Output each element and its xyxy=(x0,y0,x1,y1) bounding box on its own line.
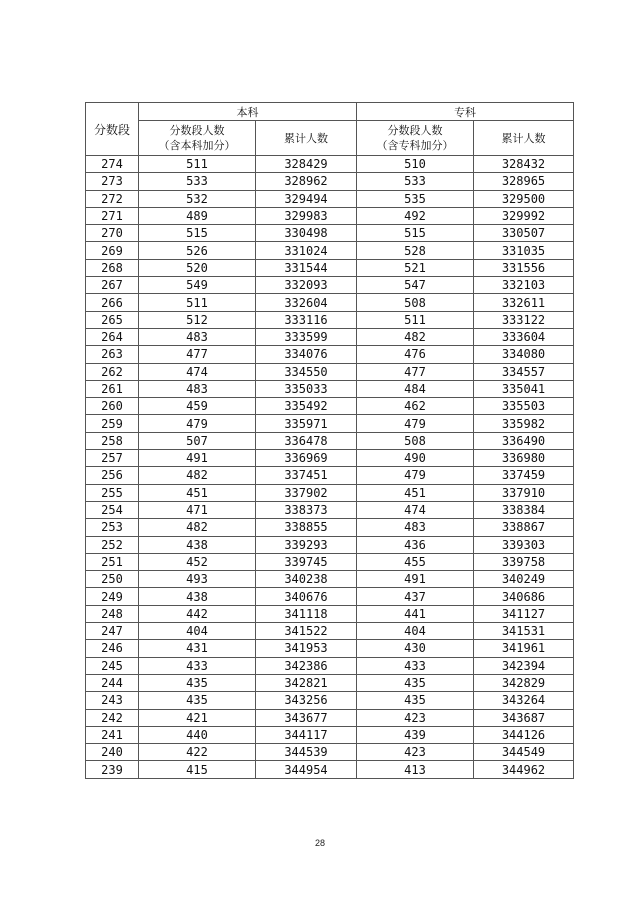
undergrad-count-cell: 493 xyxy=(139,571,256,588)
table-row xyxy=(86,640,574,657)
score-cell: 265 xyxy=(86,311,139,328)
college-count-cell: 433 xyxy=(357,657,474,674)
undergrad-count-cell: 512 xyxy=(139,311,256,328)
college-count-cell: 476 xyxy=(357,346,474,363)
score-cell: 272 xyxy=(86,190,139,207)
undergrad-count-cell: 511 xyxy=(139,156,256,173)
score-cell: 263 xyxy=(86,346,139,363)
table-row xyxy=(86,398,574,415)
undergrad-count-cell: 415 xyxy=(139,761,256,778)
college-cumulative-cell: 334557 xyxy=(474,363,574,380)
college-count-note: （含专科加分） xyxy=(376,139,454,152)
table-row xyxy=(86,346,574,363)
table-row xyxy=(86,259,574,276)
college-cumulative-cell: 336490 xyxy=(474,432,574,449)
undergrad-cumulative-cell: 344539 xyxy=(256,744,357,761)
table-row xyxy=(86,380,574,397)
college-count-cell: 528 xyxy=(357,242,474,259)
score-cell: 253 xyxy=(86,519,139,536)
undergrad-cumulative-cell: 343677 xyxy=(256,709,357,726)
college-group-header: 专科 xyxy=(357,103,574,121)
undergrad-count-cell: 440 xyxy=(139,726,256,743)
college-cumulative-cell: 331035 xyxy=(474,242,574,259)
college-cumulative-cell: 339758 xyxy=(474,553,574,570)
college-cumulative-cell: 342394 xyxy=(474,657,574,674)
college-count-cell: 484 xyxy=(357,380,474,397)
college-count-cell: 413 xyxy=(357,761,474,778)
undergrad-cumulative-cell: 343256 xyxy=(256,692,357,709)
undergrad-cumulative-cell: 328429 xyxy=(256,156,357,173)
undergrad-count-cell: 532 xyxy=(139,190,256,207)
undergrad-count-cell: 438 xyxy=(139,536,256,553)
college-count-cell: 508 xyxy=(357,294,474,311)
college-cumulative-cell: 341531 xyxy=(474,623,574,640)
college-cumulative-cell: 331556 xyxy=(474,259,574,276)
college-cumulative-cell: 328432 xyxy=(474,156,574,173)
undergrad-count-cell: 549 xyxy=(139,277,256,294)
undergrad-cumulative-cell: 329494 xyxy=(256,190,357,207)
college-count-cell: 479 xyxy=(357,467,474,484)
undergrad-cumulative-cell: 336478 xyxy=(256,432,357,449)
table-row xyxy=(86,674,574,691)
college-count-cell: 521 xyxy=(357,259,474,276)
score-cell: 255 xyxy=(86,484,139,501)
college-cumulative-cell: 339303 xyxy=(474,536,574,553)
undergrad-cumulative-cell: 332604 xyxy=(256,294,357,311)
score-cell: 271 xyxy=(86,207,139,224)
college-count-cell: 535 xyxy=(357,190,474,207)
college-count-cell: 533 xyxy=(357,173,474,190)
college-count-cell: 490 xyxy=(357,450,474,467)
undergrad-count-cell: 433 xyxy=(139,657,256,674)
table-row xyxy=(86,588,574,605)
header-row-2 xyxy=(86,121,574,156)
undergrad-count-cell: 474 xyxy=(139,363,256,380)
undergrad-cumulative-cell: 339293 xyxy=(256,536,357,553)
undergrad-cumulative-cell: 331544 xyxy=(256,259,357,276)
score-cell: 258 xyxy=(86,432,139,449)
undergrad-count-cell: 515 xyxy=(139,225,256,242)
college-cumulative-cell: 332103 xyxy=(474,277,574,294)
college-cumulative-cell: 330507 xyxy=(474,225,574,242)
undergrad-count-cell: 533 xyxy=(139,173,256,190)
table-row xyxy=(86,744,574,761)
undergrad-cumulative-cell: 339745 xyxy=(256,553,357,570)
college-cumulative-cell: 338867 xyxy=(474,519,574,536)
score-cell: 243 xyxy=(86,692,139,709)
college-cumulative-cell: 340686 xyxy=(474,588,574,605)
header-row-1 xyxy=(86,103,574,121)
undergrad-count-cell: 451 xyxy=(139,484,256,501)
table-row xyxy=(86,225,574,242)
table-row xyxy=(86,761,574,778)
table-row xyxy=(86,207,574,224)
table-row xyxy=(86,328,574,345)
undergrad-count-cell: 438 xyxy=(139,588,256,605)
score-cell: 268 xyxy=(86,259,139,276)
undergrad-count-cell: 520 xyxy=(139,259,256,276)
score-cell: 247 xyxy=(86,623,139,640)
page-number: 28 xyxy=(314,838,325,848)
college-count-cell: 423 xyxy=(357,744,474,761)
undergrad-count-cell: 526 xyxy=(139,242,256,259)
undergrad-cumulative-cell: 333599 xyxy=(256,328,357,345)
undergrad-cumulative-cell: 341953 xyxy=(256,640,357,657)
college-cumulative-cell: 343264 xyxy=(474,692,574,709)
score-column-header: 分数段 xyxy=(86,103,139,156)
undergrad-count-cell: 404 xyxy=(139,623,256,640)
college-cumulative-cell: 340249 xyxy=(474,571,574,588)
college-count-cell: 491 xyxy=(357,571,474,588)
college-cumulative-cell: 328965 xyxy=(474,173,574,190)
college-cumulative-cell: 329500 xyxy=(474,190,574,207)
undergrad-cumulative-cell: 338373 xyxy=(256,501,357,518)
college-count-cell: 423 xyxy=(357,709,474,726)
college-cumulative-cell: 334080 xyxy=(474,346,574,363)
table-header xyxy=(86,103,574,156)
college-cumulative-cell: 335982 xyxy=(474,415,574,432)
score-cell: 240 xyxy=(86,744,139,761)
college-cumulative-cell: 343687 xyxy=(474,709,574,726)
college-count-cell: 436 xyxy=(357,536,474,553)
undergrad-cumulative-cell: 334076 xyxy=(256,346,357,363)
undergrad-cumulative-cell: 341522 xyxy=(256,623,357,640)
table-row xyxy=(86,311,574,328)
undergrad-cumulative-cell: 334550 xyxy=(256,363,357,380)
undergrad-cumulative-cell: 328962 xyxy=(256,173,357,190)
score-cell: 273 xyxy=(86,173,139,190)
score-cell: 260 xyxy=(86,398,139,415)
score-cell: 241 xyxy=(86,726,139,743)
undergrad-cumulative-cell: 337451 xyxy=(256,467,357,484)
score-cell: 274 xyxy=(86,156,139,173)
college-count-cell: 435 xyxy=(357,674,474,691)
table-row xyxy=(86,519,574,536)
college-cumulative-cell: 335503 xyxy=(474,398,574,415)
score-cell: 242 xyxy=(86,709,139,726)
table-row xyxy=(86,242,574,259)
undergrad-cumulative-cell: 336969 xyxy=(256,450,357,467)
score-cell: 259 xyxy=(86,415,139,432)
score-cell: 250 xyxy=(86,571,139,588)
undergrad-count-cell: 477 xyxy=(139,346,256,363)
college-cumulative-cell: 337459 xyxy=(474,467,574,484)
college-cumulative-header: 累计人数 xyxy=(474,121,574,156)
score-cell: 257 xyxy=(86,450,139,467)
table-row xyxy=(86,501,574,518)
college-cumulative-cell: 333604 xyxy=(474,328,574,345)
undergrad-cumulative-cell: 335033 xyxy=(256,380,357,397)
undergrad-count-cell: 489 xyxy=(139,207,256,224)
college-count-header xyxy=(357,121,474,156)
college-cumulative-cell: 335041 xyxy=(474,380,574,397)
undergrad-count-cell: 507 xyxy=(139,432,256,449)
college-count-cell: 435 xyxy=(357,692,474,709)
undergrad-cumulative-cell: 344117 xyxy=(256,726,357,743)
college-count-cell: 451 xyxy=(357,484,474,501)
undergrad-cumulative-cell: 337902 xyxy=(256,484,357,501)
undergrad-cumulative-cell: 340238 xyxy=(256,571,357,588)
score-cell: 245 xyxy=(86,657,139,674)
college-count-cell: 483 xyxy=(357,519,474,536)
undergrad-count-header xyxy=(139,121,256,156)
college-count-cell: 441 xyxy=(357,605,474,622)
score-cell: 262 xyxy=(86,363,139,380)
table-row xyxy=(86,294,574,311)
table-row xyxy=(86,692,574,709)
score-cell: 252 xyxy=(86,536,139,553)
score-cell: 269 xyxy=(86,242,139,259)
undergrad-count-cell: 483 xyxy=(139,328,256,345)
college-count-cell: 511 xyxy=(357,311,474,328)
college-count-cell: 437 xyxy=(357,588,474,605)
undergrad-cumulative-cell: 338855 xyxy=(256,519,357,536)
college-count-cell: 404 xyxy=(357,623,474,640)
table-row xyxy=(86,432,574,449)
undergrad-cumulative-cell: 335971 xyxy=(256,415,357,432)
table-row xyxy=(86,173,574,190)
table-row xyxy=(86,450,574,467)
score-cell: 267 xyxy=(86,277,139,294)
undergrad-cumulative-cell: 344954 xyxy=(256,761,357,778)
undergrad-cumulative-cell: 330498 xyxy=(256,225,357,242)
undergrad-count-cell: 483 xyxy=(139,380,256,397)
score-cell: 248 xyxy=(86,605,139,622)
undergrad-count-cell: 435 xyxy=(139,674,256,691)
college-count-cell: 482 xyxy=(357,328,474,345)
undergrad-group-header: 本科 xyxy=(139,103,357,121)
score-cell: 251 xyxy=(86,553,139,570)
college-cumulative-cell: 341127 xyxy=(474,605,574,622)
undergrad-count-cell: 491 xyxy=(139,450,256,467)
undergrad-count-cell: 431 xyxy=(139,640,256,657)
undergrad-count-cell: 479 xyxy=(139,415,256,432)
table-row xyxy=(86,536,574,553)
college-count-cell: 474 xyxy=(357,501,474,518)
table-row xyxy=(86,623,574,640)
table-row xyxy=(86,156,574,173)
undergrad-count-note: （含本科加分） xyxy=(158,139,236,152)
college-count-label: 分数段人数 xyxy=(387,124,443,137)
score-cell: 270 xyxy=(86,225,139,242)
score-cell: 261 xyxy=(86,380,139,397)
college-count-cell: 455 xyxy=(357,553,474,570)
score-cell: 256 xyxy=(86,467,139,484)
undergrad-count-cell: 482 xyxy=(139,467,256,484)
undergrad-count-label: 分数段人数 xyxy=(169,124,225,137)
college-count-cell: 439 xyxy=(357,726,474,743)
college-count-cell: 492 xyxy=(357,207,474,224)
undergrad-count-cell: 459 xyxy=(139,398,256,415)
college-cumulative-cell: 332611 xyxy=(474,294,574,311)
score-distribution-table xyxy=(85,102,574,779)
undergrad-count-cell: 482 xyxy=(139,519,256,536)
undergrad-cumulative-cell: 341118 xyxy=(256,605,357,622)
college-cumulative-cell: 336980 xyxy=(474,450,574,467)
score-cell: 254 xyxy=(86,501,139,518)
table-row xyxy=(86,484,574,501)
score-cell: 239 xyxy=(86,761,139,778)
table-row xyxy=(86,709,574,726)
college-count-cell: 477 xyxy=(357,363,474,380)
undergrad-count-cell: 422 xyxy=(139,744,256,761)
college-cumulative-cell: 344962 xyxy=(474,761,574,778)
table-row xyxy=(86,605,574,622)
score-cell: 266 xyxy=(86,294,139,311)
undergrad-cumulative-cell: 335492 xyxy=(256,398,357,415)
undergrad-cumulative-cell: 331024 xyxy=(256,242,357,259)
college-cumulative-cell: 342829 xyxy=(474,674,574,691)
table-row xyxy=(86,657,574,674)
undergrad-cumulative-cell: 329983 xyxy=(256,207,357,224)
undergrad-count-cell: 442 xyxy=(139,605,256,622)
college-count-cell: 515 xyxy=(357,225,474,242)
table-row xyxy=(86,467,574,484)
table-row xyxy=(86,553,574,570)
undergrad-count-cell: 511 xyxy=(139,294,256,311)
college-count-cell: 547 xyxy=(357,277,474,294)
table-row xyxy=(86,571,574,588)
score-cell: 244 xyxy=(86,674,139,691)
undergrad-cumulative-cell: 342386 xyxy=(256,657,357,674)
college-count-cell: 510 xyxy=(357,156,474,173)
table-row xyxy=(86,726,574,743)
undergrad-cumulative-header: 累计人数 xyxy=(256,121,357,156)
college-cumulative-cell: 338384 xyxy=(474,501,574,518)
table-body xyxy=(86,156,574,779)
college-count-cell: 479 xyxy=(357,415,474,432)
undergrad-count-cell: 421 xyxy=(139,709,256,726)
college-count-cell: 508 xyxy=(357,432,474,449)
college-cumulative-cell: 341961 xyxy=(474,640,574,657)
college-count-cell: 462 xyxy=(357,398,474,415)
undergrad-cumulative-cell: 332093 xyxy=(256,277,357,294)
college-cumulative-cell: 337910 xyxy=(474,484,574,501)
undergrad-cumulative-cell: 342821 xyxy=(256,674,357,691)
undergrad-cumulative-cell: 340676 xyxy=(256,588,357,605)
table-row xyxy=(86,415,574,432)
table-row xyxy=(86,363,574,380)
score-cell: 246 xyxy=(86,640,139,657)
college-cumulative-cell: 329992 xyxy=(474,207,574,224)
undergrad-count-cell: 435 xyxy=(139,692,256,709)
college-count-cell: 430 xyxy=(357,640,474,657)
score-cell: 264 xyxy=(86,328,139,345)
score-cell: 249 xyxy=(86,588,139,605)
undergrad-count-cell: 452 xyxy=(139,553,256,570)
college-cumulative-cell: 333122 xyxy=(474,311,574,328)
undergrad-cumulative-cell: 333116 xyxy=(256,311,357,328)
college-cumulative-cell: 344549 xyxy=(474,744,574,761)
college-cumulative-cell: 344126 xyxy=(474,726,574,743)
undergrad-count-cell: 471 xyxy=(139,501,256,518)
table-row xyxy=(86,277,574,294)
table-row xyxy=(86,190,574,207)
